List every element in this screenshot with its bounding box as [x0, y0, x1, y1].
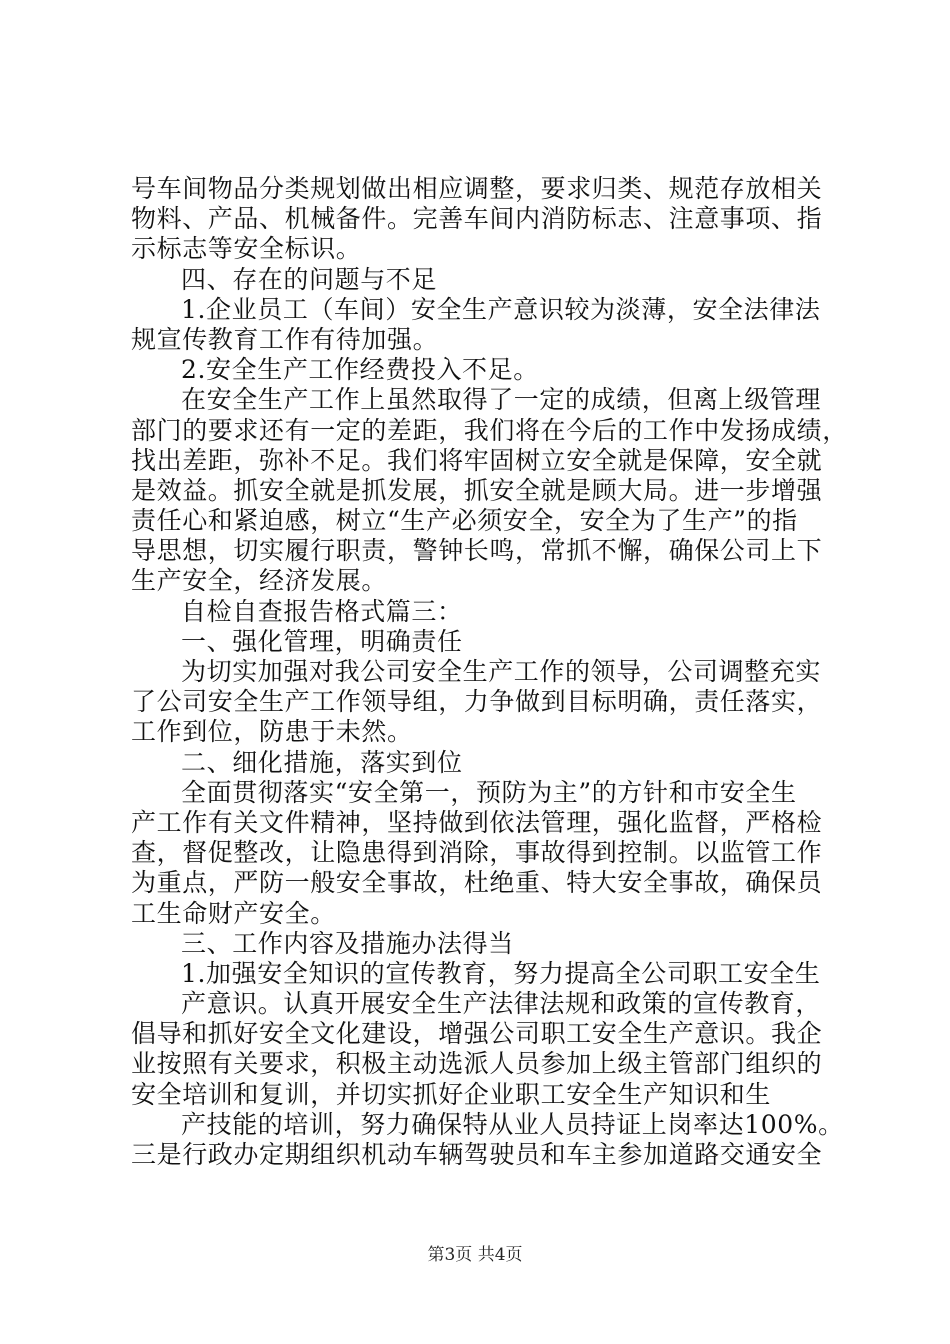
text-line: 自检自查报告格式篇三： — [181, 596, 463, 626]
text-line: 产工作有关文件精神，坚持做到依法管理，强化监督，严格检 — [131, 807, 823, 837]
text-line: 全面贯彻落实“安全第一，预防为主”的方针和市安全生 — [181, 777, 797, 807]
text-line: 了公司安全生产工作领导组，力争做到目标明确，责任落实， — [131, 687, 823, 717]
text-line: 倡导和抓好安全文化建设，增强公司职工安全生产意识。我企 — [131, 1019, 823, 1049]
text-line: 1.企业员工（车间）安全生产意识较为淡薄，安全法律法 — [181, 294, 821, 324]
text-line: 三是行政办定期组织机动车辆驾驶员和车主参加道路交通安全 — [131, 1140, 823, 1169]
text-line: 号车间物品分类规划做出相应调整，要求归类、规范存放相关 — [131, 174, 823, 203]
text-line: 安全培训和复训，并切实抓好企业职工安全生产知识和生 — [131, 1079, 772, 1109]
text-line: 工生命财产安全。 — [131, 898, 336, 928]
text-line: 生产安全，经济发展。 — [131, 566, 388, 596]
text-line: 查，督促整改，让隐患得到消除，事故得到控制。以监管工作 — [131, 838, 823, 868]
text-line: 二、细化措施，落实到位 — [181, 747, 463, 777]
text-line: 示标志等安全标识。 — [131, 234, 362, 264]
text-line: 为重点，严防一般安全事故，杜绝重、特大安全事故，确保员 — [131, 868, 823, 898]
text-line: 导思想，切实履行职责，警钟长鸣，常抓不懈，确保公司上下 — [131, 536, 823, 566]
text-line: 三、工作内容及措施办法得当 — [181, 928, 514, 958]
text-line: 在安全生产工作上虽然取得了一定的成绩，但离上级管理 — [181, 385, 822, 415]
text-line: 部门的要求还有一定的差距，我们将在今后的工作中发扬成绩， — [131, 415, 848, 445]
document-body — [131, 174, 848, 1170]
text-line: 产意识。认真开展安全生产法律法规和政策的宣传教育， — [181, 989, 822, 1019]
text-line: 2.安全生产工作经费投入不足。 — [181, 355, 539, 385]
page-footer: 第3页 共4页 — [427, 1245, 523, 1265]
text-line: 产技能的培训，努力确保特从业人员持证上岗率达100%。 — [181, 1109, 844, 1139]
text-line: 找出差距，弥补不足。我们将牢固树立安全就是保障，安全就 — [131, 445, 823, 475]
text-line: 是效益。抓安全就是抓发展，抓安全就是顾大局。进一步增强 — [131, 475, 823, 505]
text-line: 规宣传教育工作有待加强。 — [131, 324, 439, 354]
text-line: 1.加强安全知识的宣传教育，努力提高全公司职工安全生 — [181, 958, 821, 988]
text-line: 业按照有关要求，积极主动选派人员参加上级主管部门组织的 — [131, 1049, 823, 1079]
text-line: 为切实加强对我公司安全生产工作的领导，公司调整充实 — [181, 657, 822, 686]
text-line: 四、存在的问题与不足 — [181, 264, 438, 294]
text-line: 一、强化管理，明确责任 — [181, 626, 463, 656]
text-line: 工作到位，防患于未然。 — [131, 717, 413, 747]
text-line: 物料、产品、机械备件。完善车间内消防标志、注意事项、指 — [131, 204, 823, 234]
text-line: 责任心和紧迫感，树立“生产必须安全，安全为了生产”的指 — [131, 506, 798, 536]
